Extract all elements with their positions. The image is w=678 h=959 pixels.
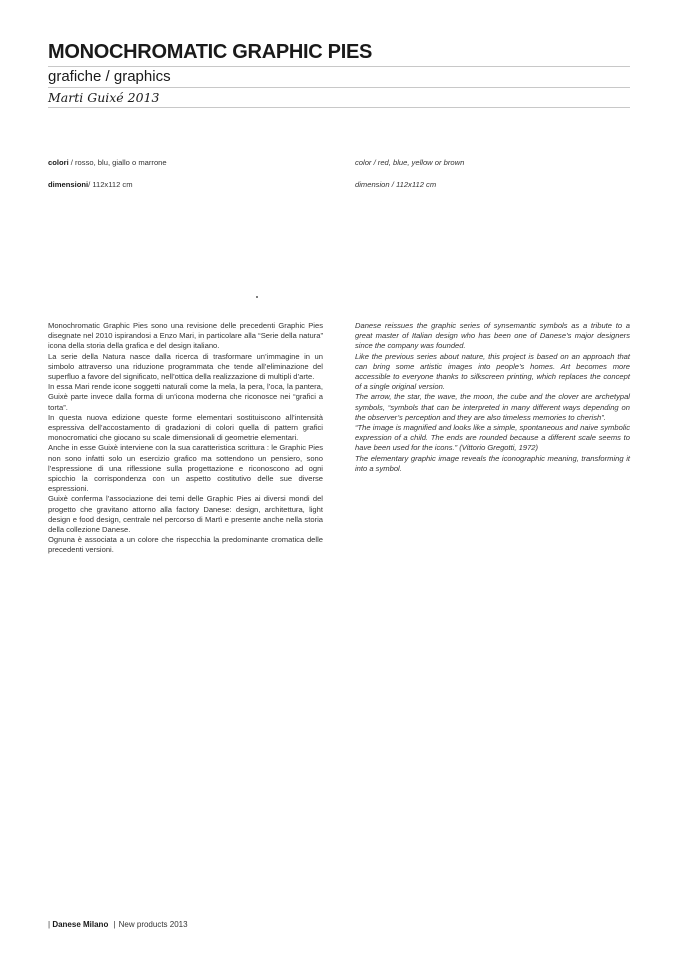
spec-colors-it [48,158,167,168]
author-line: Marti Guixé 2013 [48,88,630,108]
paragraph: Monochromatic Graphic Pies sono una revisione delle precedenti Graphic Pies disegnate nel 2010 ispirandosi a Enzo Mari, in particolare alla “Serie della natura” icona della storia della grafica e del design italiano. [48,321,323,351]
paragraph: The elementary graphic image reveals the iconographic meaning, transforming it into a symbol. [355,453,630,473]
spec-colors-value: / rosso, blu, giallo o marrone [68,158,167,167]
paragraph: The arrow, the star, the wave, the moon, the cube and the clover are archetypal symbols, “symbols that can be interpreted in many different ways depending on the observer’s perception and they are also timeless memories to cherish”. [355,392,630,422]
page-title: MONOCHROMATIC GRAPHIC PIES [48,40,630,67]
paragraph: Danese reissues the graphic series of synsemantic symbols as a tribute to a great master of Italian design who has been one of Danese’s major designers since the company was founded. [355,321,630,351]
body-text-english [355,321,630,474]
footer-brand: Danese Milano [52,920,109,929]
page-header [48,40,630,108]
paragraph: Guixè conferma l’associazione dei temi delle Graphic Pies ai diversi mondi del progetto che gravitano attorno alla factory Danese: design, architettura, light design e food design, centrale nel percorso di Martì e presente anche nella storia della collezione Danese. [48,494,323,535]
body-text-italian [48,321,323,556]
spec-colors-en: color / red, blue, yellow or brown [355,158,465,167]
footer-separator: | [48,920,51,929]
paragraph: In essa Mari rende icone soggetti naturali come la mela, la pera, l’oca, la pantera, Guixè parte invece dalla forma di un’icona moderna che riconosce nei “grafici a torta”. [48,382,323,412]
paragraph: Ognuna è associata a un colore che rispecchia la predominante cromatica delle precedenti versioni. [48,535,323,555]
spec-dimensions-en: dimension / 112x112 cm [355,180,437,189]
paragraph: Like the previous series about nature, this project is based on an approach that can bring some artistic images into people’s homes. Art becomes more accessible to everyone thanks to silkscreen printing, which replaces the concept of a single original version. [355,351,630,392]
spec-dimensions-value: / 112x112 cm [88,180,133,189]
paragraph: Anche in esse Guixè interviene con la sua caratteristica scrittura : le Graphic Pies non sono infatti solo un esercizio grafico ma sottendono un pensiero, sono l’espressione di una riflessione sulla progettazione e riconoscono ad ogni spicchio la corrispondenza con un aspetto costitutivo delle sue diverse espressioni. [48,443,323,494]
spec-dimensions-it [48,180,133,190]
paragraph: La serie della Natura nasce dalla ricerca di trasformare un’immagine in un simbolo attraverso una riduzione programmata che tende all’eliminazione del superfluo a favore del significato, nell’ottica della realizzazione di multipli d’arte. [48,351,323,382]
page-subtitle: grafiche / graphics [48,67,630,88]
footer-separator: | [113,920,116,929]
footer-text: New products 2013 [118,920,188,929]
paragraph: In questa nuova edizione queste forme elementari sostituiscono all’intensità espressiva dell’accostamento di gradazioni di colori quella di pattern grafici monocromatici che giocano su scale dimensionali di geometrie elementari. [48,412,323,443]
page-footer [48,920,188,929]
spec-dimensions-label: dimensioni [48,180,89,189]
spec-colors-label: colori [48,158,69,167]
decorative-dot [256,296,258,298]
paragraph: “The image is magnified and looks like a simple, spontaneous and naive symbolic expression of a child. The ends are rounded because a different scale seems to have been used for the icons.” (Vittorio Gregotti, 1972) [355,423,630,453]
